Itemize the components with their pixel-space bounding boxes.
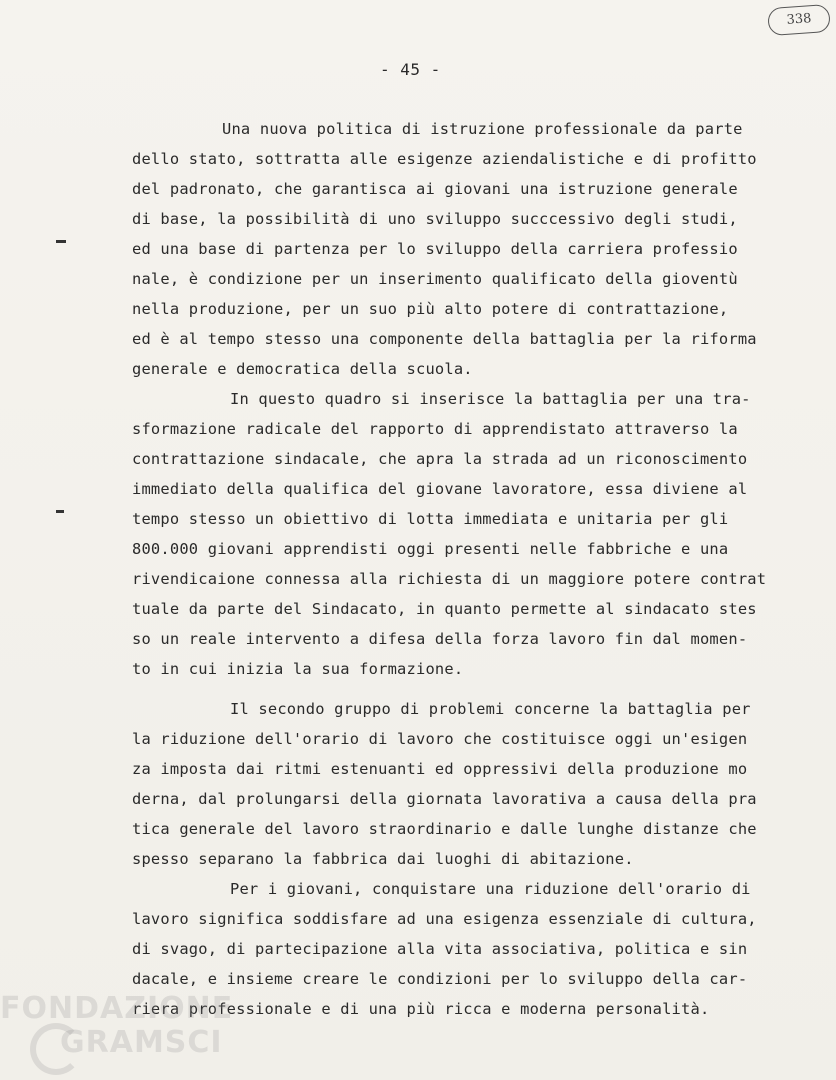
text-line: dello stato, sottratta alle esigenze aziendalistiche e di profitto (132, 150, 757, 168)
text-line: generale e democratica della scuola. (132, 360, 473, 378)
text-line: contrattazione sindacale, che apra la strada ad un riconoscimento (132, 450, 748, 468)
text-line: 800.000 giovani apprendisti oggi presenti nelle fabbriche e una (132, 540, 729, 558)
text-line: to in cui inizia la sua formazione. (132, 660, 464, 678)
text-line: Per i giovani, conquistare una riduzione dell'orario di (230, 880, 751, 898)
archive-number-stamp: 338 (767, 4, 831, 36)
text-line: spesso separano la fabbrica dai luoghi di abitazione. (132, 850, 634, 868)
margin-mark (56, 240, 66, 243)
text-line: so un reale intervento a difesa della forza lavoro fin dal momen- (132, 630, 748, 648)
text-line: tuale da parte del Sindacato, in quanto permette al sindacato stes (132, 600, 757, 618)
text-line: nella produzione, per un suo più alto potere di contrattazione, (132, 300, 729, 318)
text-line: del padronato, che garantisca ai giovani una istruzione generale (132, 180, 738, 198)
text-line: dacale, e insieme creare le condizioni per lo sviluppo della car- (132, 970, 748, 988)
text-line: immediato della qualifica del giovane lavoratore, essa diviene al (132, 480, 748, 498)
watermark-text-bottom: GRAMSCI (60, 1025, 223, 1060)
text-line: sformazione radicale del rapporto di apprendistato attraverso la (132, 420, 738, 438)
watermark-logo (0, 985, 234, 1075)
text-line: di base, la possibilità di uno sviluppo succcessivo degli studi, (132, 210, 738, 228)
text-line: lavoro significa soddisfare ad una esigenza essenziale di cultura, (132, 910, 757, 928)
watermark-circle-icon (30, 1023, 82, 1075)
text-line: riera professionale e di una più ricca e moderna personalità. (132, 1000, 710, 1018)
text-line: ed una base di partenza per lo sviluppo della carriera professio (132, 240, 738, 258)
text-line: tempo stesso un obiettivo di lotta immediata e unitaria per gli (132, 510, 729, 528)
margin-mark (56, 510, 64, 513)
text-line: za imposta dai ritmi estenuanti ed oppressivi della produzione mo (132, 760, 748, 778)
text-line: Una nuova politica di istruzione professionale da parte (222, 120, 743, 138)
text-line: ed è al tempo stesso una componente della battaglia per la riforma (132, 330, 757, 348)
text-line: derna, dal prolungarsi della giornata lavorativa a causa della pra (132, 790, 757, 808)
page-number: - 45 - (380, 60, 441, 79)
text-line: nale, è condizione per un inserimento qualificato della gioventù (132, 270, 738, 288)
watermark-text-top: FONDAZIONE (0, 991, 234, 1026)
text-line: Il secondo gruppo di problemi concerne la battaglia per (230, 700, 751, 718)
text-line: tica generale del lavoro straordinario e dalle lunghe distanze che (132, 820, 757, 838)
text-line: di svago, di partecipazione alla vita associativa, politica e sin (132, 940, 748, 958)
text-line: la riduzione dell'orario di lavoro che costituisce oggi un'esigen (132, 730, 748, 748)
text-line: In questo quadro si inserisce la battaglia per una tra- (230, 390, 751, 408)
text-line: rivendicaione connessa alla richiesta di un maggiore potere contrat (132, 570, 767, 588)
